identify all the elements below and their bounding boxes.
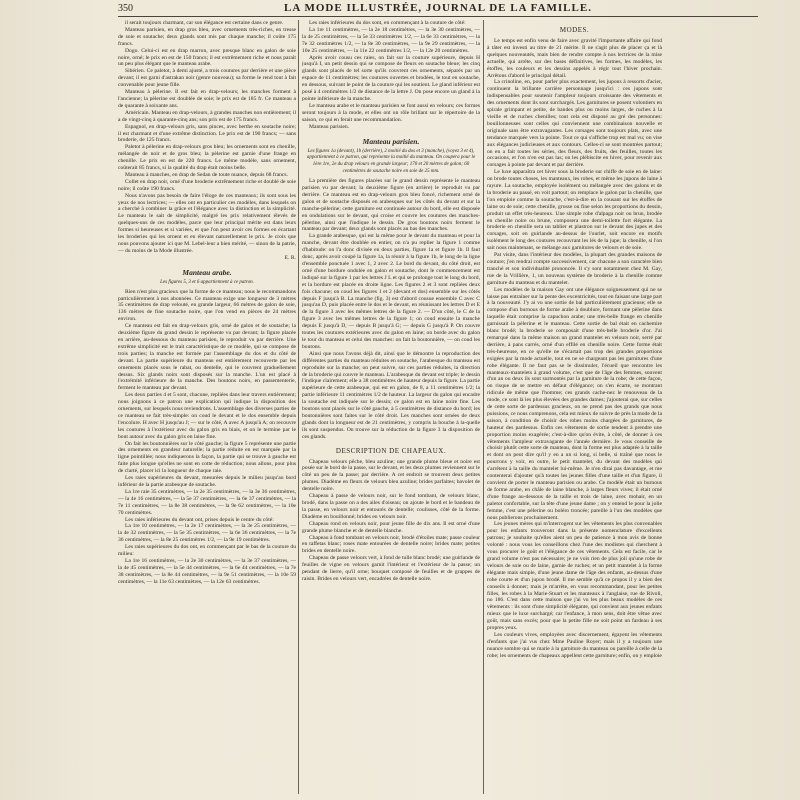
paragraph: Chapeau à passe de velours noir, sur le fond tombant, de velours blanc, brodé, dans la passe on a des ailes d'oiseau; on ajoute le bord et le bandeau de la passe, en velours noir et entourés de dentelle; coulisses, côté de la forme. Diadème en bouillonné; brides en velours noir. (302, 493, 480, 520)
paragraph: Ainsi que nous l'avons déjà dit, ainsi que le démontre la reproduction des différentes parties du manteau réduites en soutache, l'arabesque du manteau est reproduite sur la manche; on peut suivre, sur ces parties réduites, la direction de la broderie qui couvre le manteau. L'arabesque du devant est triple; le dessin l'indique clairement; elle a 38 centimètres de hauteur depuis la figure. La partie supérieure de cette arabesque, qui est en galon, de 8, a 11 centimètres 1/2; la partie inférieure 11 centimètres 1/2 de hauteur. La largeur du galon qui encadre la soutache est indiquée sur le dessin; ce galon est en laine noire fine. Les boutons sont placés sur le côté gauche, à 5 centimètres de distance du bord; les boutonnières sont faites sur le côté droit. Les manches sont ornées de deux glands dont la longueur est de 21 centimètres, y compris la bouche à la-quelle ils sont suspendus. On trouve sur la réduction de la figure 3 la disposition de ces glands. (302, 350, 480, 440)
paragraph: Rien n'est plus gracieux que la forme de ce manteau; nous le recommandons particulièrement à nos abonnées. Ce manteau exige une longueur de 3 mètres 35 centimètres de drap velouté, en grande largeur, 66 mètres de galon de soie, 136 mètres de fine soutache noire, que l'on vend en pièces de 24 mètres environ. (118, 288, 296, 323)
section-heading: Manteau parisien. (362, 136, 420, 146)
figure-caption: Les figures 1a (devant), 1b (derrière), 2 moitié du dos et 3 (manche), (voyez 3 et 4), appartiennent à ce patron, qui représente la moitié du manteau. On coupera pour le 1ère 1re, 2e du drap velours en grande largeur; 170 et 20 mètres de galon; 60 centimètres de soutache noire en soie de 25 mm. (306, 148, 476, 175)
paragraph: La première des figures placées sur le grand dessin représente le manteau parisien vu par devant; la deuxième figure (en arrière) le reproduit vu par derrière. Ce manteau est en drap-velours gros bleu foncé, richement orné de galon et de soutache disposés en arabesques sur les côtés du devant et sur la manche-pèlerine; cette garniture est continuée autour du bord, elle est disposée en ondulations sur le devant, qui croise et couvre les coutures des manches-pèlerine, ainsi que l'indique le dessin. De gros boutons noirs ferment le manteau par devant; deux glands sont placés au bas des manches. (302, 178, 480, 233)
paragraph: La 1re 10 centimètres, — la 2e 17 centimètres, — la 3e 25 centimètres, — la 4e 32 centimètres, — la 5e 35 centimètres, — la 6e 36 centimètres, — la 7e 36 centimètres, — la 8e 25 centimètres 1/2, — la 9e 19 centimètres. (118, 523, 296, 544)
paragraph: Les raies inférieures du devant ont, prises depuis le centre du côté: (125, 516, 274, 523)
paragraph: Les jeunes mères qui m'interrogent sur les vêtements les plus convenables pour les enfants trouveront dans la présente nomenclature d'excellents patrons; je souhaite qu'elles aient un peu de patience à mon avis de bonne volonté : nous vous les conseillons chez l'une des modistes qui cherchent à vous procurer le goût et l'élégance de ces vêtements. Cela est facile, car le grand volume n'est pas nécessaire; je ne vois rien de plus joli qu'une robe de velours de soie ou de laine, garnie de ruches; et un petit mantelet à la forme élégante mais simple, d'une jeune dame de l'âge des enfants, au-dessus d'une robe courte et d'un jupon brodé. Il me semble qu'à ce propos il y a bien des conseils à donner; mais je m'arrête, en vous recommandant, pour les petites filles, les robes à la Marie-Stuart et les manteaux à l'anglaise, rue de Rivoli, no 186. C'est dans cette maison que j'ai vu les plus beaux modèles de ces vêtements : ils sont d'une simplicité élégante, qui convient aux jeunes enfants mieux que le luxe surchargé; car l'enfance, à mon sens, doit être vêtue avec goût, mais sans excès; pour que la petite fille ne soit point un fardeau à ses propres yeux. (487, 521, 662, 632)
figure-caption: Les figures 5, 3 et 6 appartiennent à ce patron. (160, 279, 254, 285)
paragraph: Les raies supérieures du devant, mesurées depuis le milieu jusqu'au bord inférieur de la partie arabesque de soutache. (118, 475, 296, 488)
paragraph: Dogo. Celui-ci est en drap marron, avec presque blanc en galon de soie noire, orné; le prix en est de 150 francs; il est extrêmement riche et nous paraît un peu plus élégant que le manteau arabe. (118, 47, 296, 68)
paragraph: Manteau à pèlerine. Il est fait en drap-velours; les manches forment à l'ancienne; la pèlerine est doublée de soie; le prix est de 185 fr. Ce manteau a de quarante à soixante ans. (118, 89, 296, 109)
paragraph: Les raies inférieures du dos sont, en commençant à la couture de côté: (309, 20, 466, 26)
paragraph: Chapeau de passe velours vert, à fond de tulle blanc brodé; une guirlande de feuilles de vigne en velours garnit l'intérieur et l'extérieur de la passe; un pendant de lierre, qu'il orne; bouquet composé de feuilles et de grappes de raisin. Brides en velours vert, encadrées de dentelle noire. (302, 555, 480, 582)
paragraph: Sibérien. Ce paletot, à demi ajusté, a trois coutures par derrière et une pièce devant; il est garni d'astrakan noir (genre nouveau); sa forme le rend tout à fait convenable pour jeune fille. (118, 68, 296, 89)
paragraph: La crinoline, en, pour parler plus exactement, les jupons à ressorts d'acier, continuent la brillante carrière personnage jusqu'ici : ces jupons sont indispensables pour soutenir l'ampleur toujours croissante des vêtements et des ornements dont ils sont surchargés. Les garnitures se posent volontiers en spirale grimpant et petite, de bandes plus ou moins larges, de ruches à la vieille et de ruches chenilles; tout cela est disposé au gré des personnes: bouillonneuses sont celles qui conviennent une combinaison nouvelle et originale sans être extravagantes. Les corsages sont toujours plats, avec une tendance marquée vers la pointe. Tout ce qui s'affiche trop est mal vu; on vise aux élégances judicieuses et aux contours. Celles-ci se sont montrées partout; on en a fait toutes les séries, des fleurs, des fruits, des feuilles, toutes les occasions, et l'on n'en est pas las; on les plébiscite en hiver, pour revenir aux corsages à pointe par devant et par derrière. (487, 79, 662, 169)
journal-title: LA MODE ILLUSTRÉE, JOURNAL DE LA FAMILLE. (284, 2, 592, 14)
paragraph: Les deux parties 4 et 5 sont, chacune, repliées dans leur travers entièrement; nous joignons à ce patron une explication qui indique la disposition des ornements, sur lesquels nous reviendrons. L'assemblage des diverses parties de ce manteau se fait très-simple: on coud le devant et le dos ensemble depuis l'encolure. H avec H jusqu'au J; — sur le côté, A avec A jusqu'à A; on recouvre les coutures à l'extérieur avec du galon gris en biais, et on le termine par le bout autour avec du galon gris en laine fine. (118, 392, 296, 440)
column-left (118, 20, 296, 794)
paragraph: Manteau à manches, en drap de Sedan de toute nuance, depuis 68 francs. (125, 171, 288, 178)
paragraph: Les raies supérieures du dos ont, en commençant par le bas de la couture du milieu: (118, 544, 296, 558)
paragraph: Collet en drap noir, orné d'une broderie extrêmement riche et doublé de soie noire; il coûte 190 francs. (118, 178, 296, 192)
paragraph: il serait toujours charmant, car son élégance est certaine dans ce genre. (125, 20, 284, 26)
paragraph: Paletot à pèlerine en drap-velours gros bleu; les ornements sont en chenille, mélangée de noir et de gros bleu; la pèlerine est garnie d'une frange en chenille. Le prix en est de 220 francs. Le même modèle, sans ornement, coûterait 85 francs, si la qualité du drap était moins belle. (118, 144, 296, 172)
paragraph: Manteau parisien. (309, 123, 350, 130)
paragraph: Espagnol, en drap-velours gris, sans pinces, avec berthe en soutache noire; il est charmant et d'une extrême distinction. Le prix est de 190 francs; — sans broderie, de 125 francs. (118, 123, 296, 144)
column-middle (302, 20, 480, 794)
paragraph: Les modèles de la maison Gay ont une élégance soigneusement qui ne se laisse pas entraîner sur la pente des excentricités, tout en faisant une large part à la nouveauté. J'y ai vu une sortie de bal particulièrement gracieuse; elle se compose d'un burnous de forme arabe à doublure, formant une pèlerine dans laquelle était comprise la capuchon arabe; une très-belle frange en chenille garnissait la pèlerine et le manteau. Cette sortie de bal était en cachemire blanc brodé; la broderie se composait d'une très-belle broderie d'or. J'ai remarqué dans la même maison un grand mantelet en velours noir, serré par derrière, à pans carrés, orné d'un effilé en chenille noire. Cette forme était très-heureuse, en ce qu'elle ne s'écartait pas trop des grandes proportions exigées par la mode actuelle, tout en ne se chargeant pas les garnitures d'une robe élégante. Il ne faut pas se le dissimuler, l'écueil que rencontre les manteaux-mantelets à grand volume, c'est que de l'âge des femmes, souvent d'un an ou deux ils sont surmontés par la garniture de la robe; de cette façon, on risque de se mettre en défaut d'élégance; on s'en écarte, se montrant ridicule de même que l'homme; ces grands cache-nez le renouveau de la mode, ce sont là les plus élevées des grandes dames; j'ajouterai que, sur celles de cette sorte de pardessus gracieux, on ne prend pas des grands que nous puissions, ce nous comprenons, cela est mieux de suivre de près la mode de la saison, à condition de choisir des robes moins chargées de garnitures, de hauteur des pardessus. Enfin ces vêtements de sortie tendent à prendre une proportion moins exagérée; c'est-à-dire qu'on évite, à côté, de donner à ces vêtements l'ampleur extravagante de l'année dernière. Je vous conseille de choisir plutôt cette sorte de manteau, dont la forme est plus adaptée à la taille et dont on peut dire qu'il y en a un si long, si belle, si traîné que nous le pourrons y voir, en outre, le petit mantelet, du devant des modèles qui s'arrêtent à la taille du mantelet lui-même. Je n'en dirai pas davantage, et me contenterai d'ajouter qu'à toutes les jeunes filles d'une taille et d'un figure, il convient de porter le manteau parisien ou arabe. Ce modèle était un burnous de forme arabe, en châle de laine blanche, à larges fleurs vives; il était orné d'une frange au-dessous de la taille et trois de laine, avec mohair, en un paletot confortable, sur la tête d'une jeune dame ; on y entend le pour la jolie femme, c'est une pèlerine ou boléro troncée; pareille à l'un des modèles que nous publierons prochainement. (487, 286, 662, 521)
paragraph: On fait les boutonnières sur le côté gauche; la figure 5 représente une partie des ornements en grandeur naturelle; la partie réduite en est marquée par la ligne pointillée; nous indiquerons la façon, la partie qui se trouve à gauche est faite plus longue qu'elles ne sont en cotte de réduction; nous allons, pour plus de clarté, placer ici la longueur de chaque raie. (118, 440, 296, 475)
paragraph: Ce manteau est fait en drap-velours gris, orné de galon et de soutache; la deuxième figure du grand dessin le représente vu par devant; la figure placée en arrière, au-dessous du manteau parisien, le reproduit vu par derrière. Une extrême simplicité est le trait caractéristique de ce modèle, qui se compose de trois parties; la manche est formée par l'assemblage du dos et du côté de devant. La partie supérieure du manteau est entièrement recouverte par les ornements placés sous le rabat, ou dentelle, qui le couvrent graduellement dessus. Six glands noirs sont disposés sur la manche. L'un est placé à l'extrémité inférieure de la manche. Des boutons noirs, en passementerie, ferment le manteau par devant. (118, 323, 296, 392)
page-number: 350 (118, 3, 133, 14)
paragraph: Chapeau à fond tombant en velours noir, brodé d'étoiles mate; passe couleur en taffetas blanc; roses mate entourées de dentelle noire; brides mate; petites brides en dentelle noire. (302, 534, 480, 555)
paragraph: Après avoir cousu ces raies, on fait sur la couture supérieure, depuis H jusqu'à I, un petit dessin qui se compose de fleurs en soutache bleue; les cinq glands sont placés de tel sorte qu'ils couvrent ces ornements, séparés par un espace de 11 centimètres; les coutures ouvertes et brodées, le tout en soutache, en dessous, suivant le point de la couture qui les soutient. Le gland inférieur est posé à 4 centimètres 1/2 de distance de la lettre J. On pose encore un gland à la pointe inférieure de la manche. (302, 54, 480, 102)
paragraph: La 1re raie 35 centimètres, — la 2e 35 centimètres, — la 3e 36 centimètres, — la 4e 16 centimètres, — la 5e 37 centimètres, — la 6e 37 centimètres, — la 7e 11 centimètres, — la 8e 38 centimètres, — la 9e 62 centimètres, — la 10e 70 centimètres. (118, 488, 296, 516)
column-rule (483, 20, 484, 794)
paragraph: La 1re 16 centimètres, — la 2e 30 centimètres, — la 3e 37 centimètres, — la 4e 45 centimètres, — la 5e 44 centimètres, — la 6e 44 centimètres, — la 7e 38 centimètres, — la 8e 44 centimètres, — la 9e 51 centimètres, — la 10e 59 centimètres, — la 11e 63 centimètres, — la 12e 63 centimètres. (118, 557, 296, 585)
paragraph: Manteau parisien, en drap gros bleu, avec ornements très-riches, en tresse de soie et soutache; deux glands sont mis par chaque manche; il coûte 175 francs. (118, 26, 296, 47)
paragraph: Le manteau arabe et le manteau parisien se font aussi en velours; ces formes seront toujours à la mode, et elles ont un rôle brillant sur le répertoire de la saison, ce qui en ferait une recommandation. (302, 102, 480, 123)
paragraph: Le luxe apparaîtra cet hiver sous la broderie sur chiffe de soie en de laine: on brode toutes choses, les manteaux, les robes, et même les jupons de laine à rayure. La soutache, employée isolément ou mélangée avec des galons et de la broderie au passé, en voit partout; on remplace le galon par la chenille, que l'on emploie comme la soutache, c'est-à-dire en la cousant sur les étoffes de laine ou de soie; cette chenille, grosse ou fine selon les proportions du dessin, produit un effet très-heureux. Une simple robe d'alpaga noir ou brun, brodée en chenille noire ou brune, composera une demi-toilette fort élégante. La broderie en chenille sera un tablier et plastron sur le devant des jupes et des corsages, soit en guirlande au-dessus de l'ourlet, soit encore en motifs isolément le long des coutures recouvrant les lés de la jupe; la chenille, si l'on sait nous maintenant, se mélange aux garnitures de velours et de soie. (487, 169, 662, 252)
section-heading: DESCRIPTION DE CHAPEAUX. (335, 446, 447, 455)
paragraph: La grande arabesque, qui est la même pour le devant du manteau et pour la manche, devant être doublée en entier, on n'a pu replier la figure 1 comme d'habitude: on l'a donc divisée en deux parties, figure 1a et figure 1b. Il faut donc, après avoir coupé la figure 1a, la réunir à la figure 1b, le long de la ligne d'ensemble ponctuée 1 avec 1, 2 avec 2. Le bord du devant, du côté droit, est orné d'une bordure ondulée en galon et soutache, dont le commencement est indiqué sur la figure 1 par les lettres J L et qui se prolonge tout le long du bord, et la bordure est placée en droite ligne. Les figures 2 et 3 sont repliées deux fois chacune; on coud les figures 1 et 2 (devant et dos) ensemble sur les côtés depuis F jusqu'à B. La manche (fig. 3) est d'abord cousue ensemble C avec C jusqu'au D, puis placée entre le dos et le devant, en réunissant les lettres D et E de la figure 3 avec les mêmes lettres de la figure 2. — D'un côté, le C de la figure 3 avec les mêmes lettres de la figure 1; on coud ensuite la manche depuis E jusqu'à D, — depuis B jusqu'à G; — depuis G jusqu'à P. On couvre toutes les coutures extérieures avec du galon en laine; on borde avec du galon le tour du manteau et celui des manches: on fait la boutonnière, — on coud les boutons. (302, 233, 480, 350)
paragraph: Américain. Manteau en drap-velours, à grandes manches non entièrement; il a de vingt-cinq à quarante-cinq ans; son prix est de 175 francs. (118, 109, 296, 123)
section-heading: Manteau arabe. (182, 267, 232, 277)
header-rule (118, 16, 758, 17)
column-rule (298, 20, 299, 794)
paragraph: La 1re 11 centimètres, — la 2e 18 centimètres, — la 3e 30 centimètres, — la 4e 25 centimètres, — la 5e 33 centimètres 1/2, — la 6e 33 centimètres, — la 7e 32 centimètres 1/2, — la 8e 30 centimètres, — la 9e 29 centimètres, — la 10e 25 centimètres, — la 11e 22 centimètres 1/2, — la 12e 20 centimètres. (302, 26, 480, 54)
paragraph: Les couleurs vives, employées avec discernement, égayent les vêtements d'enfants que j'ai vus chez Mme Pauline Royer; mais il y a toujours une nuance sombre qui se marie à la garniture du manteau ou pareille à celle de la robe; les ornements de chapeaux appellent cette garniture; enfin, on y emploie (487, 631, 662, 659)
section-heading: MODES. (559, 26, 590, 34)
paragraph: Chapeau rond en velours noir, pour jeune fille de dix ans. Il est orné d'une grande plume blanche et de dentelle blanche. (302, 520, 480, 534)
paragraph: Pat visite, dans l'intérieur des modèles, la plupart des grandes maisons de couture; j'en rendrai compte successivement, car chacune a son caractère bien tranché et son individualité prononcée. Il s'y sont notamment chez M. Gay, rue de la Vrillière, 1, un nouveau système de broderie à la chenille comme garniture du manteau et du mantelet. (487, 252, 662, 286)
column-right (487, 20, 662, 794)
paragraph: Le temps est enfin venu de faire avec gravité l'importante affaire qui fond à tâter est investi au titre de 21 mérite. Il ne s'agit plus de placer ça et là quelques nouveautés, mais bien de rendre compte à nos lectrices de la mise actuelle, qui arrête, sur des bases définitives, les formes, les modèles, les étoffes, les couleurs et les dessins appelés à régir tout l'hiver prochain. Arrêtons d'abord le principal détail. (487, 38, 662, 79)
paragraph: Nous n'avons pas besoin de faire l'éloge de ces manteaux; ils sont sous les yeux de nos lectrices; — elles ont en particulier ces modèles, dans lesquels on a cherché à combiner la grâce et l'élégance avec la distinction et la simplicité. Le manteau le sait de simplicité, malgré les prix relativement élevés de quelques-uns de ces modèles, parce que leur principal mérite est dans leurs formes si heureuses et si variées, et que l'on peut avoir ces formes en écartant les broderies qui les ornent et en élevant naturellement le prix. Je crois que nous pouvons ajouter ici que M. Lebel-leur a bien mérité, — sinon de la patrie, — du moins de la Mode illustrée. (118, 192, 296, 254)
signature: E. R. (284, 254, 296, 261)
running-header (118, 0, 758, 14)
paragraph: Chapeau velours pêche, bleu azuline; une grande plume bleue et noire est posée sur le bord de la passe, sur le devant, et les deux plumes reviennent sur le côté un peu de la passe; par derrière. A cet endroit se trouvent deux petites plumes. Diadème en fleurs de velours bleu azuline; brides parfaites; bavolet de dentelle noire. (302, 458, 480, 493)
